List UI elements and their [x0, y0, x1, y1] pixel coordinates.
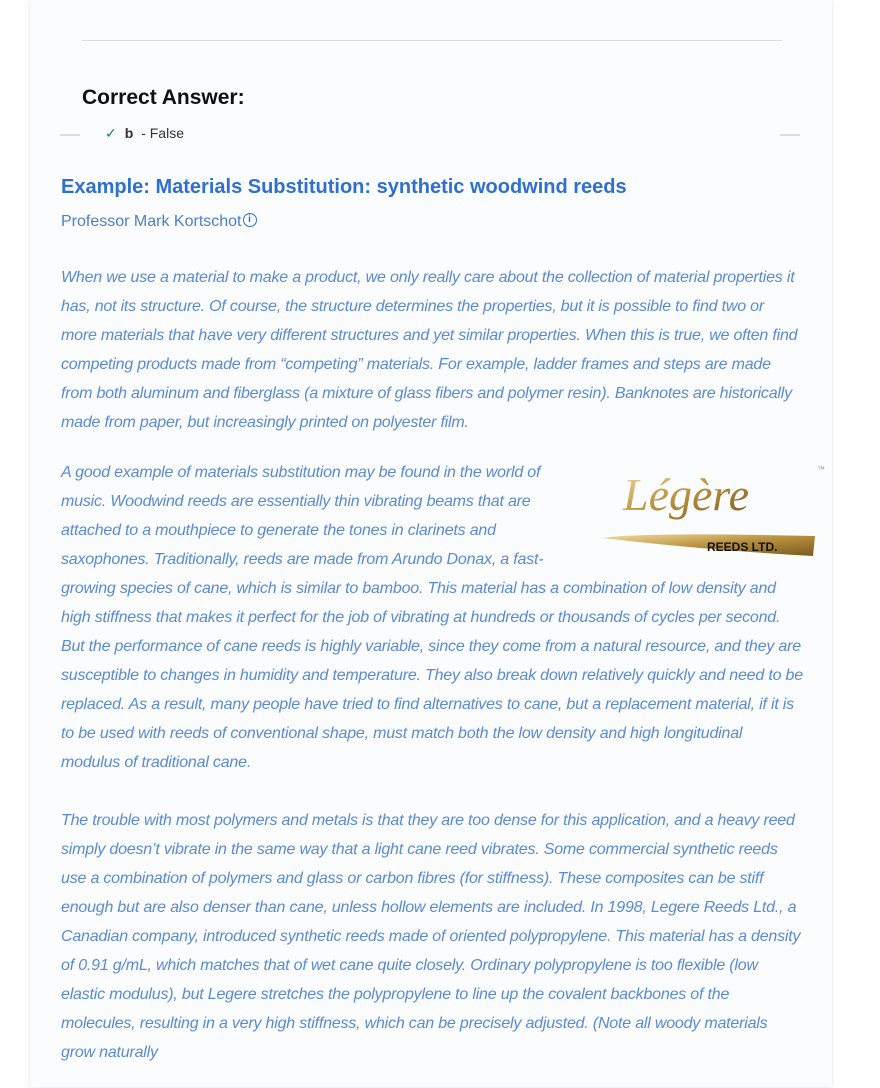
answer-text: False: [149, 125, 184, 141]
logo-brand: Légère: [623, 469, 750, 520]
check-icon: ✓: [105, 125, 117, 141]
author-name: Professor Mark Kortschot: [61, 213, 242, 230]
paragraph: The trouble with most polymers and metals is that they are too dense for this application, and a heavy reed simply doesn’t vibrate in the same way that a light cane reed vibrates. Some commercial synthetic reeds use a combination of polymers and glass or carbon fibres (for stiffness). These composites can be stiff enough but are also denser than cane, unless hollow elements are included. In 1998, Legere Reeds Ltd., a Canadian company, introduced synthetic reeds made of oriented polypropylene. This material has a density of 0.91 g/mL, which matches that of wet cane quite closely. Ordinary polypropylene is too flexible (low elastic modulus), but Legere stretches the polypropylene to line up the covalent backbones of the molecules, resulting in a very high stiffness, which can be precisely adjusted. (Note all woody materials grow naturally: [61, 812, 801, 1061]
logo-tm: ™: [817, 465, 825, 474]
answer-separator: -: [141, 125, 146, 141]
author-line: [61, 213, 803, 231]
paragraph: A good example of materials substitution may be found in the world of music. Woodwind reeds are essentially thin vibrating beams that are attached to a mouthpiece to generate the tones in clarinets and saxophones. Traditionally, reeds are made from Arundo Donax, a fast-growing species of cane, which is similar to bamboo. This material has a combination of low density and high stiffness that makes it perfect for the job of vibrating at hundreds or thousands of cycles per second. But the performance of cane reeds is highly variable, since they come from a natural resource, and they are susceptible to changes in humidity and temperature. They also break down relatively quickly and need to be replaced. As a result, many people have tried to find alternatives to cane, but a replacement material, if it is to be used with reeds of conventional shape, must match both the low density and high longitudinal modulus of traditional cane.: [61, 464, 803, 771]
correct-answer-heading: Correct Answer:: [82, 86, 245, 109]
logo-subtitle: REEDS LTD.: [707, 540, 778, 554]
info-icon[interactable]: i: [243, 213, 257, 227]
legere-logo: [583, 458, 833, 558]
divider: [82, 40, 782, 41]
article: [61, 176, 825, 1088]
article-title: Example: Materials Substitution: synthetic woodwind reeds: [61, 176, 627, 198]
paragraph: When we use a material to make a product, we only really care about the collection of material properties it has, not its structure. Of course, the structure determines the properties, but it is possible to find two or more materials that have very different structures and yet similar properties. When this is true, we often find competing products made from “competing” materials. For example, ladder frames and steps are made from both aluminum and fiberglass (a mixture of glass fibers and polymer resin). Banknotes are historically made from paper, but increasingly printed on polyester film.: [61, 269, 798, 431]
answer-letter: b: [124, 125, 134, 141]
content-card: [30, 0, 832, 1087]
divider: [780, 134, 800, 136]
divider: [60, 134, 80, 136]
correct-answer-item: [105, 125, 184, 142]
